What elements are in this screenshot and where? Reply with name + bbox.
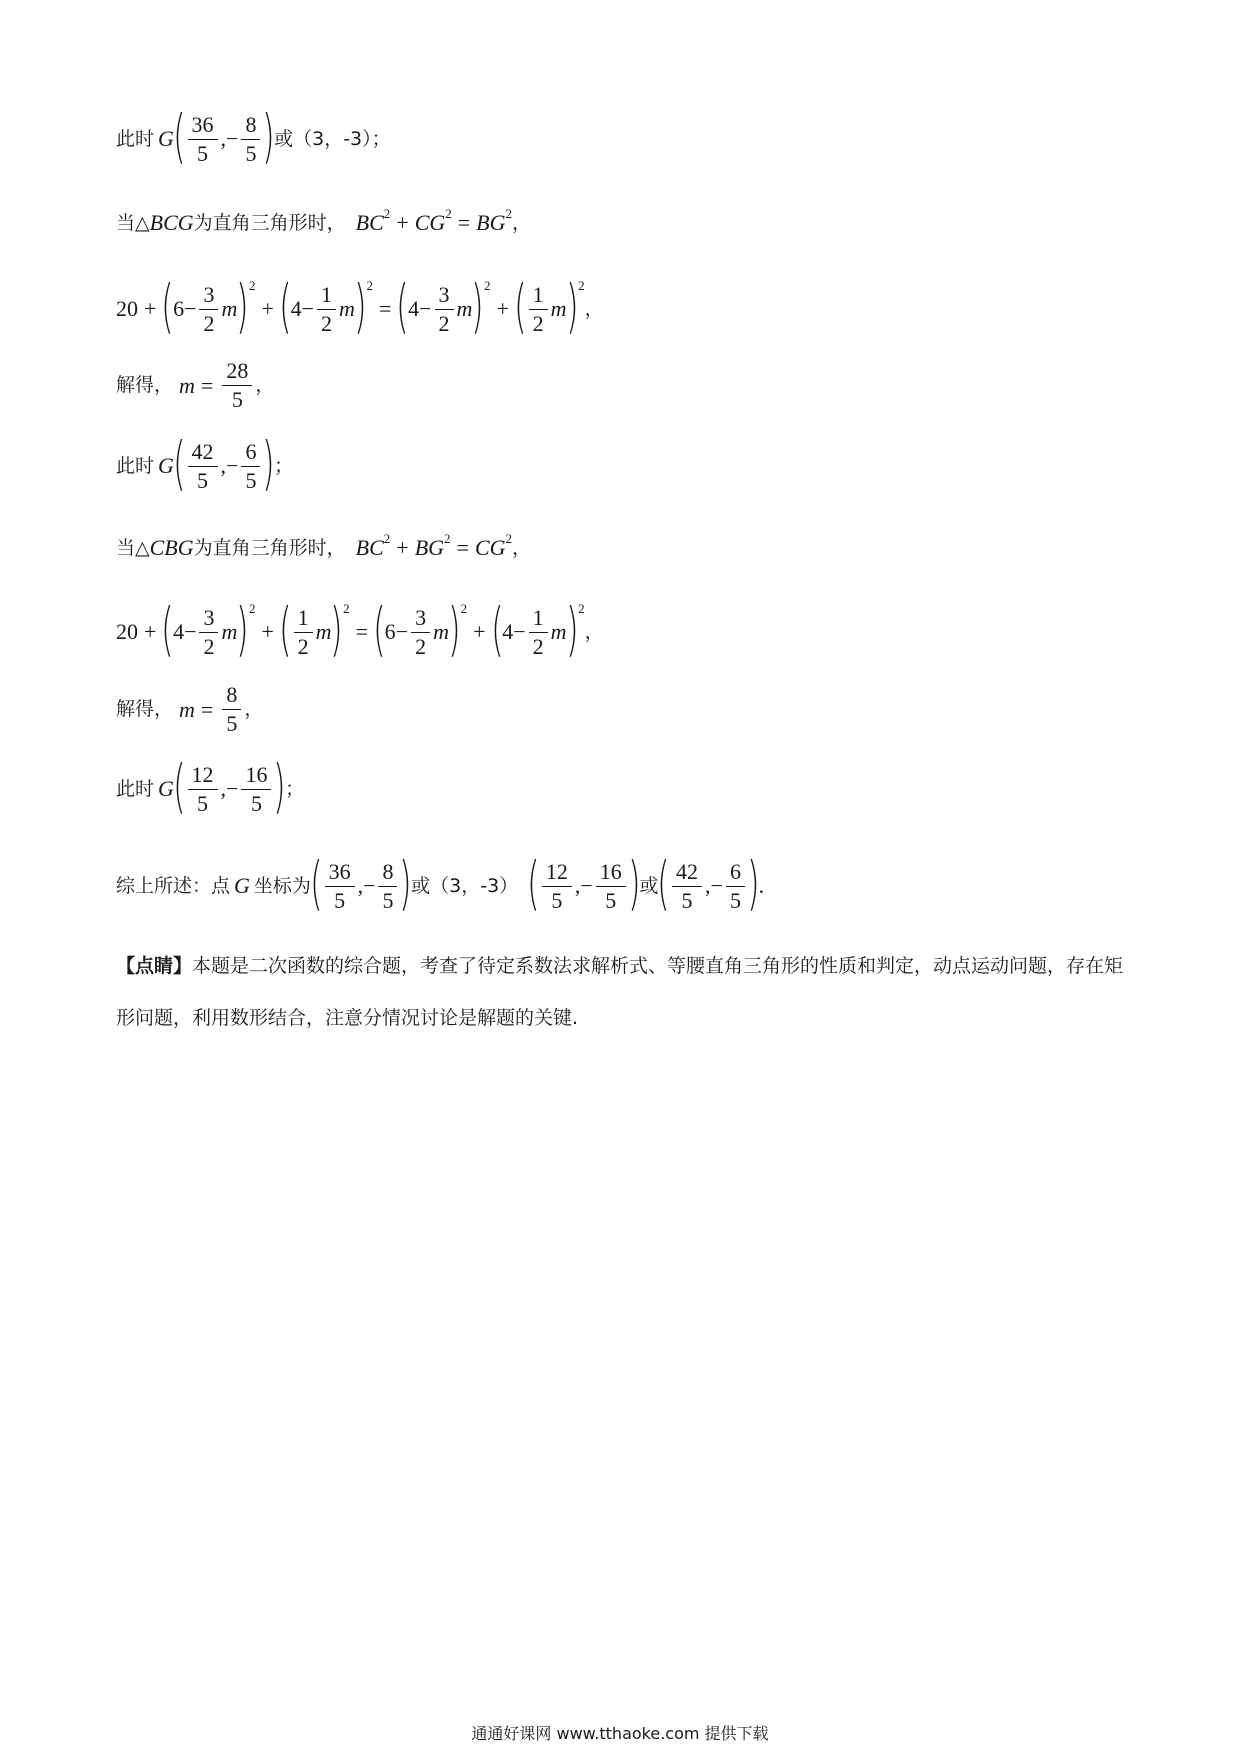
page-footer: 通通好课网 www.tthaoke.com 提供下载	[471, 1724, 769, 1743]
solution-line-8: 解得， m = $\frac{8}{5}$ ，	[116, 682, 264, 736]
solution-line-2: 当△ BCG 为直角三角形时， BC 2 + CG 2 = BG 2 ，	[116, 205, 532, 235]
solution-line-6: 当△ CBG 为直角三角形时， BC 2 + BG 2 = CG 2 ，	[116, 530, 532, 560]
solution-line-5: 此时 G ( $\frac{42}{5}$ ,− $\frac{6}{5}$ ) ；	[116, 429, 294, 497]
summary-line: 综上所述：点 G 坐标为 ( $\frac{36}{5}$ ,− $\frac{8}{5}$ ) 或（3，-3） ( $\frac{12}{5}$ ,− $\frac{16}{5}$ ) 或 ( $\frac{42}{5}$ ,− $\frac{6}{5}$ ) .	[116, 849, 765, 917]
note-label: 【点睛】	[116, 955, 193, 977]
solution-line-1: 此时 G ( $\frac{36}{5}$ ,− $\frac{8}{5}$ ) 或（3，-3）；	[116, 102, 391, 170]
key-point-note	[116, 940, 1126, 1044]
solution-line-4: 解得， m = $\frac{28}{5}$ ，	[116, 358, 275, 412]
equation-line-7: 20 + ( 4 − $\frac{3}{2}$ m ) 2 + ( $\frac{1}{2}$ m ) 2 = ( 6 − $\frac{3}{2}$ m ) 2 + ( 4 − $\frac{1}{2}$ m ) 2 ，	[116, 595, 604, 663]
note-text: 本题是二次函数的综合题，考查了待定系数法求解析式、等腰直角三角形的性质和判定，动点运动问题，存在矩形问题，利用数形结合，注意分情况讨论是解题的关键.	[116, 955, 1124, 1029]
coordinate-expression: ( $\frac{36}{5}$ ,− $\frac{8}{5}$ )	[173, 102, 276, 170]
equation-line-3: 20 + ( 6 − $\frac{3}{2}$ m ) 2 + ( 4 − $\frac{1}{2}$ m ) 2 = ( 4 − $\frac{3}{2}$ m ) 2 + ( $\frac{1}{2}$ m ) 2 ，	[116, 272, 604, 340]
solution-line-9: 此时 G ( $\frac{12}{5}$ ,− $\frac{16}{5}$ ) ；	[116, 752, 305, 820]
